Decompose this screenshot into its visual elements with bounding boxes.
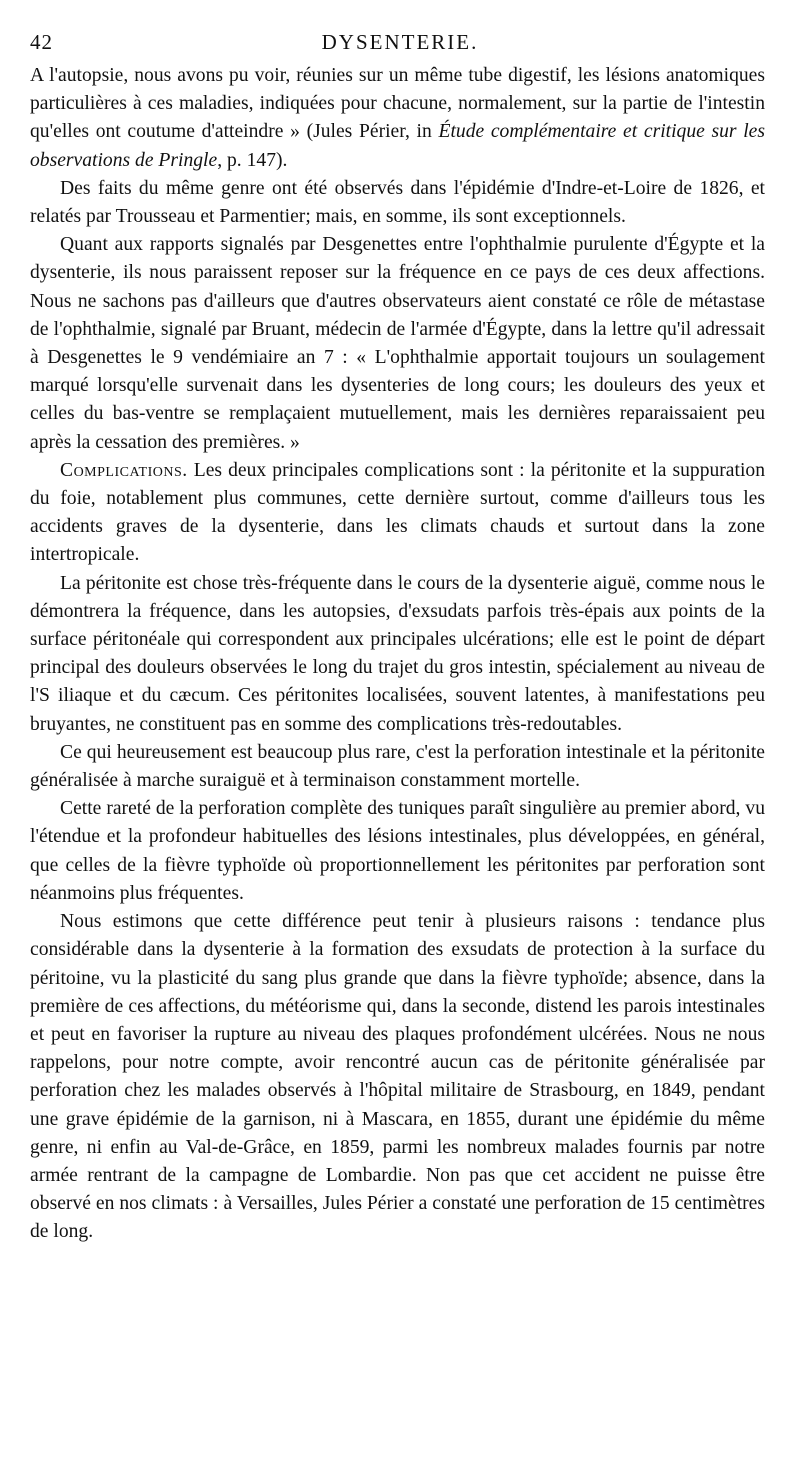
page-header <box>30 24 770 60</box>
paragraph-text: Les deux principales complications sont : la péritonite et la suppuration du foie, notablement plus communes, cette dernière surtout, comme d'ailleurs tous les accidents graves de la dysenterie, dans les climats chauds et surtout dans la zone intertropicale. <box>30 459 765 566</box>
paragraph-text: Cette rareté de la perforation complète des tuniques paraît singulière au premier abord, vu l'étendue et la profondeur habituelles des lésions intestinales, plus développées, en général, que celles de la fièvre typhoïde où proportionnellement les péritonites par perforation sont néanmoins plus fréquentes. <box>30 798 765 904</box>
paragraph-autopsie-continuation <box>30 62 765 175</box>
paragraph-indre-et-loire <box>30 175 765 231</box>
running-title: DYSENTERIE. <box>321 30 479 54</box>
paragraph-rarete <box>30 795 765 908</box>
paragraph-text: A l'autopsie, nous avons pu voir, réunies sur un même tube digestif, les lésions anatomiques particulières à ces maladies, indiquées pour chacune, normalement, sur la partie de l'intestin qu'elles ont coutume d'atteindre » (Jules Périer, in <box>30 65 765 143</box>
paragraph-text: , p. 147). <box>217 149 288 171</box>
page-number: 42 <box>30 30 53 54</box>
paragraph-text: Ce qui heureusement est beaucoup plus rare, c'est la perforation intestinale et la péritonite généralisée à marche suraiguë et à terminaison constamment mortelle. <box>30 741 765 792</box>
text-body <box>30 62 765 1247</box>
paragraph-perforation-rare <box>30 739 765 795</box>
paragraph-text: Des faits du même genre ont été observés dans l'épidémie d'Indre-et-Loire de 1826, et relatés par Trousseau et Parmentier; mais, en somme, ils sont exceptionnels. <box>30 177 765 228</box>
book-title-citation: Étude complémentaire et critique sur les observations de Pringle <box>30 121 765 171</box>
paragraph-peritonite <box>30 570 765 739</box>
paragraph-raisons <box>30 908 765 1246</box>
paragraph-complications <box>30 457 765 570</box>
paragraph-text: Nous estimons que cette différence peut tenir à plusieurs raisons : tendance plus considérable dans la dysenterie à la formation des exsudats de protection à la surface du péritoine, vu la plasticité du sang plus grande que dans la fièvre typhoïde; absence, dans la première de ces affections, du météorisme qui, dans la seconde, distend les parois intestinales et peut en favoriser la rupture au niveau des plaques profondément ulcérées. Nous ne nous rappelons, pour notre compte, avoir rencontré aucun cas de péritonite généralisée par perforation chez les malades observés à l'hôpital militaire de Strasbourg, en 1849, pendant une grave épidémie de la garnison, ni à Mascara, en 1855, durant une épidémie du même genre, ni enfin au Val-de-Grâce, en 1859, parmi les nombreux malades fournis par notre armée rentrant de la campagne de Lombardie. Non pas que cet accident ne puisse être observé en nos climats : à Versailles, Jules Périer a constaté une perforation de 15 centimètres de long. <box>30 911 765 1243</box>
paragraph-text: Quant aux rapports signalés par Desgenettes entre l'ophthalmie purulente d'Égypte et la dysenterie, ils nous paraissent reposer sur la fréquence en ce pays de ces deux affections. Nous ne sachons pas d'ailleurs que d'autres observateurs aient constaté ce rôle de métastase de l'ophthalmie, signalé par Bruant, médecin de l'armée d'Égypte, dans la lettre qu'il adressait à Desgenettes le 9 vendémiaire an 7 : « L'ophthalmie apportait toujours un soulagement marqué lorsqu'elle survenait dans les dysenteries de long cours; les douleurs des yeux et celles du bas-ventre se remplaçaient mutuellement, mais les dernières reparaissaient peu après la cessation des premières. » <box>30 234 765 453</box>
paragraph-text: La péritonite est chose très-fréquente dans le cours de la dysenterie aiguë, comme nous le démontrera la fréquence, dans les autopsies, d'exsudats parfois très-épais aux points de la surface péritonéale qui correspondent aux principales ulcérations; elle est le point de départ principal des douleurs observées le long du trajet du gros intestin, spécialement au niveau de l'S iliaque et du cæcum. Ces péritonites localisées, souvent latentes, à manifestations peu bruyantes, ne constituent pas en somme des complications très-redoutables. <box>30 572 765 735</box>
paragraph-ophthalmie <box>30 231 765 457</box>
section-heading-complications: Complications. <box>60 459 188 481</box>
